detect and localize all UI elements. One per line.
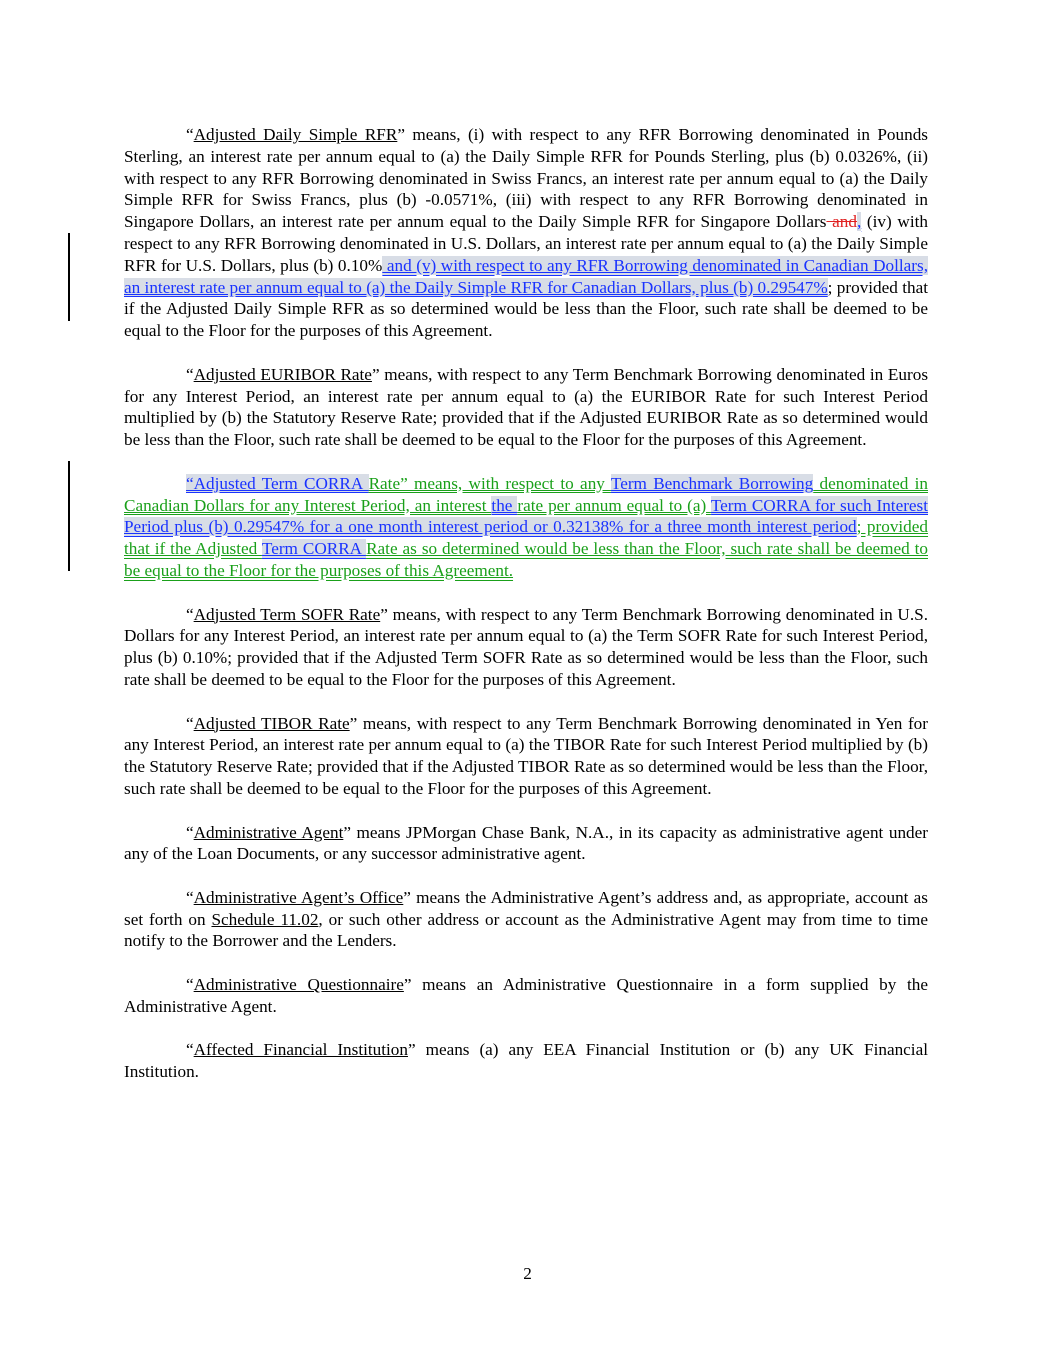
defined-term: Administrative Agent’s Office bbox=[193, 887, 404, 907]
moved-text: Rate” means, with respect to any bbox=[368, 473, 611, 493]
definition-adjusted-daily-simple-rfr bbox=[124, 124, 928, 342]
moved-text: Rate as so determined would be less than the Floor, such rate shall be deemed to be equal to the Floor for the purposes of this Agreement. bbox=[124, 539, 928, 580]
inserted-text: , bbox=[856, 212, 862, 232]
body-text: (iv) with respect to any RFR Borrowing denominated in U.S. Dollars, an interest rate per annum equal to (a) the Daily Simple RFR for U.S. Dollars, plus (b) 0.10% bbox=[124, 212, 928, 275]
body-text: ” means, (i) with respect to any RFR Borrowing denominated in Pounds Sterling, an interest rate per annum equal to (a) the Daily Simple RFR for Pounds Sterling, plus (b) 0.0326%, (ii) with respect to any RFR Borrowing denominated in Swiss Francs, an interest rate per annum equal to (a) the Daily Simple RFR for Swiss Francs, plus (b) -0.0571%, (iii) with respect to any RFR Borrowing denominated in Singapore Dollars, an interest rate per annum equal to the Daily Simple RFR for Singapore Dollars bbox=[124, 125, 928, 232]
definition-administrative-agent bbox=[124, 822, 928, 866]
definition-adjusted-term-sofr-rate bbox=[124, 604, 928, 691]
definition-administrative-questionnaire bbox=[124, 974, 928, 1018]
body-text: “ bbox=[186, 822, 194, 842]
moved-text: denominated in Canadian Dollars for any Interest Period, an interest bbox=[124, 473, 928, 515]
document-page bbox=[124, 124, 928, 1083]
body-text: , or such other address or account as the Administrative Agent may from time to time notify to the Borrower and the Lenders. bbox=[124, 909, 928, 951]
inserted-text: the bbox=[491, 495, 518, 515]
page-number: 2 bbox=[523, 1264, 532, 1283]
definition-administrative-agents-office bbox=[124, 887, 928, 952]
body-text: “ bbox=[186, 125, 194, 144]
definition-adjusted-tibor-rate bbox=[124, 713, 928, 800]
defined-term: Administrative Questionnaire bbox=[193, 975, 404, 995]
body-text: “ bbox=[186, 604, 194, 624]
definition-affected-financial-institution bbox=[124, 1039, 928, 1083]
inserted-text: Term CORRA bbox=[261, 539, 367, 559]
change-bar bbox=[68, 461, 70, 571]
body-text: ” means an Administrative Questionnaire in a form supplied by the Administrative Agent. bbox=[124, 975, 928, 1016]
body-text: ” means, with respect to any Term Benchmark Borrowing denominated in U.S. Dollars for any Interest Period, an interest rate per annum equal to (a) the Term SOFR Rate for such Interest Period, plus (b) 0.10%; provided that if the Adjusted Term SOFR Rate as so determined would be less than the Floor, such rate shall be deemed to be equal to the Floor for the purposes of this Agreement. bbox=[124, 604, 928, 689]
body-text: “ bbox=[186, 364, 194, 384]
inserted-text: and (v) with respect to any RFR Borrowing denominated in Canadian Dollars, an interest rate per annum equal to (a) the Daily Simple RFR for Canadian Dollars, plus (b) 0.29547% bbox=[124, 255, 928, 297]
defined-term: Affected Financial Institution bbox=[193, 1040, 408, 1060]
defined-term: Schedule 11.02 bbox=[211, 909, 319, 929]
body-text: ” means (a) any EEA Financial Institution or (b) any UK Financial Institution. bbox=[124, 1040, 928, 1082]
definition-adjusted-euribor-rate bbox=[124, 364, 928, 451]
body-text: ; provided that if the Adjusted Daily Simple RFR as so determined would be less than the Floor, such rate shall be deemed to be equal to the Floor for the purposes of this Agreement. bbox=[124, 277, 928, 341]
definition-adjusted-term-corra-rate bbox=[124, 473, 928, 582]
defined-term: Administrative Agent bbox=[193, 822, 344, 842]
inserted-text: Term CORRA for such Interest Period plus (b) 0.29547% for a one month interest period or 0.32138% for a three month interest period bbox=[124, 495, 929, 537]
body-text: ” means, with respect to any Term Benchmark Borrowing denominated in Yen for any Interest Period, an interest rate per annum equal to (a) the TIBOR Rate for such Interest Period multiplied by (b) the Statutory Reserve Rate; provided that if the Adjusted TIBOR Rate as so determined would be less than the Floor, such rate shall be deemed to be equal to the Floor for the purposes of this Agreement. bbox=[124, 713, 928, 798]
inserted-text: “Adjusted Term CORRA bbox=[186, 473, 369, 493]
defined-term: Adjusted Daily Simple RFR bbox=[193, 125, 398, 144]
body-text: ” means JPMorgan Chase Bank, N.A., in its capacity as administrative agent under any of the Loan Documents, or any successor administrative agent. bbox=[124, 822, 928, 864]
body-text: “ bbox=[186, 1040, 194, 1060]
change-bar bbox=[68, 233, 70, 321]
defined-term: Adjusted TIBOR Rate bbox=[193, 713, 350, 733]
body-text: “ bbox=[186, 713, 194, 733]
moved-text: rate per annum equal to (a) bbox=[517, 495, 711, 515]
body-text: “ bbox=[186, 975, 194, 995]
defined-term: Adjusted Term SOFR Rate bbox=[193, 604, 381, 624]
moved-text: ; provided that if the Adjusted bbox=[124, 517, 929, 559]
inserted-text: Term Benchmark Borrowing bbox=[610, 473, 814, 493]
defined-term: Adjusted EURIBOR Rate bbox=[193, 364, 372, 384]
body-text: “ bbox=[186, 887, 194, 907]
body-text: ” means the Administrative Agent’s address and, as appropriate, account as set forth on bbox=[124, 887, 928, 929]
deleted-text: and bbox=[826, 212, 857, 232]
body-text: ” means, with respect to any Term Benchmark Borrowing denominated in Euros for any Interest Period, an interest rate per annum equal to (a) the EURIBOR Rate for such Interest Period multiplied by (b) the Statutory Reserve Rate; provided that if the Adjusted EURIBOR Rate as so determined would be less than the Floor, such rate shall be deemed to be equal to the Floor for the purposes of this Agreement. bbox=[124, 364, 929, 450]
